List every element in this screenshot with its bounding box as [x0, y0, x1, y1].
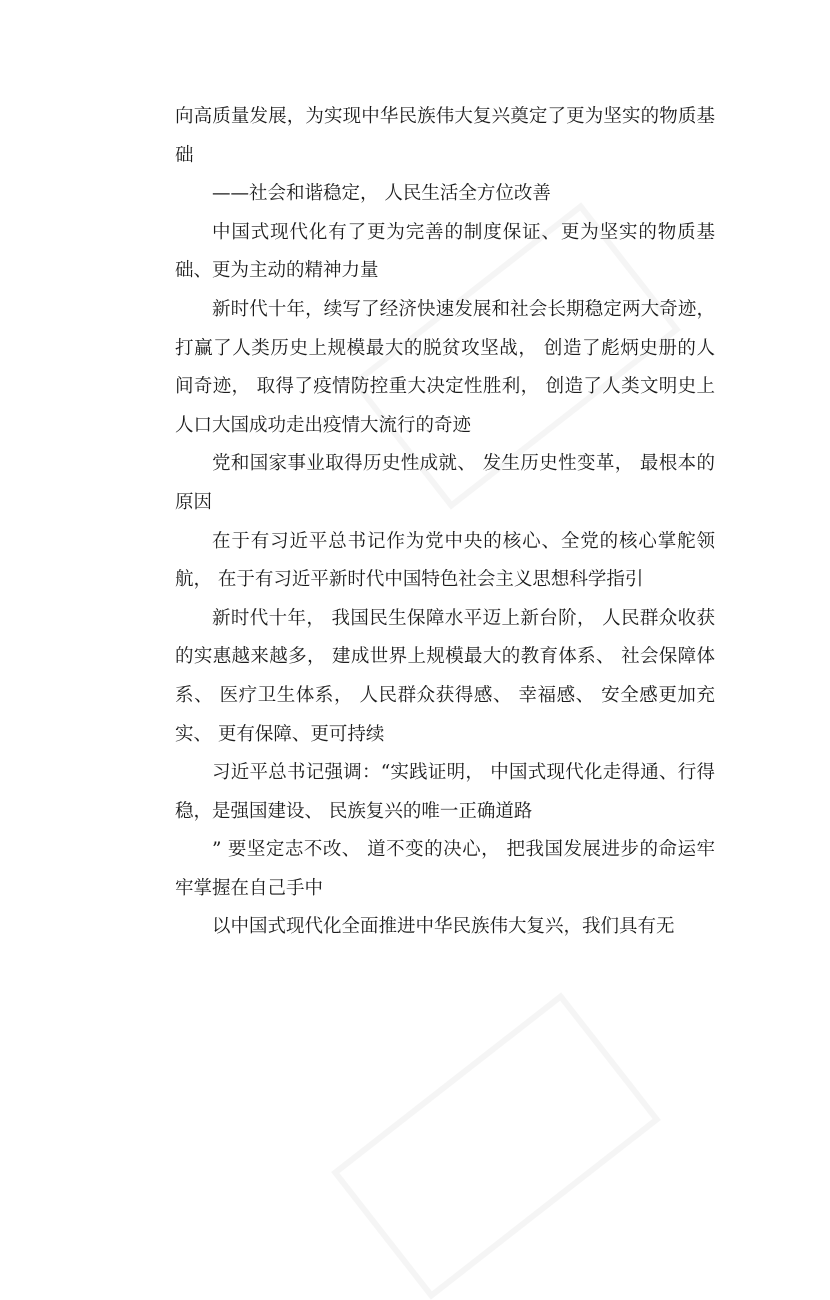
watermark-frame [331, 992, 661, 1299]
paragraph: 以中国式现代化全面推进中华民族伟大复兴，我们具有无 [212, 916, 675, 938]
paragraph: 党和国家事业取得历史性成就、 发生历史性变革， 最根本的原因 [175, 453, 715, 513]
paragraph-continued: 向高质量发展，为实现中华民族伟大复兴奠定了更为坚实的物质基础 [175, 106, 715, 166]
paragraph: ——社会和谐稳定， 人民生活全方位改善 [212, 183, 551, 205]
document-body [175, 98, 715, 947]
paragraph: ” 要坚定志不改、 道不变的决心， 把我国发展进步的命运牢牢掌握在自己手中 [175, 839, 715, 899]
paragraph: 习近平总书记强调：“实践证明， 中国式现代化走得通、行得稳，是强国建设、 民族复兴的唯一正确道路 [175, 762, 715, 822]
paragraph: 中国式现代化有了更为完善的制度保证、更为坚实的物质基础、更为主动的精神力量 [175, 221, 715, 282]
paragraph: 新时代十年， 我国民生保障水平迈上新台阶， 人民群众收获的实惠越来越多， 建成世界上规模最大的教育体系、 社会保障体系、 医疗卫生体系， 人民群众获得感、 幸福感、 安全感更加充实、 更有保障、更可持续 [175, 607, 715, 745]
paragraph: 新时代十年，续写了经济快速发展和社会长期稳定两大奇迹， 打赢了人类历史上规模最大的脱贫攻坚战， 创造了彪炳史册的人间奇迹， 取得了疫情防控重大决定性胜利， 创造了人类文明史上人口大国成功走出疫情大流行的奇迹 [175, 298, 715, 436]
paragraph: 在于有习近平总书记作为党中央的核心、全党的核心掌舵领航， 在于有习近平新时代中国特色社会主义思想科学指引 [175, 530, 715, 591]
